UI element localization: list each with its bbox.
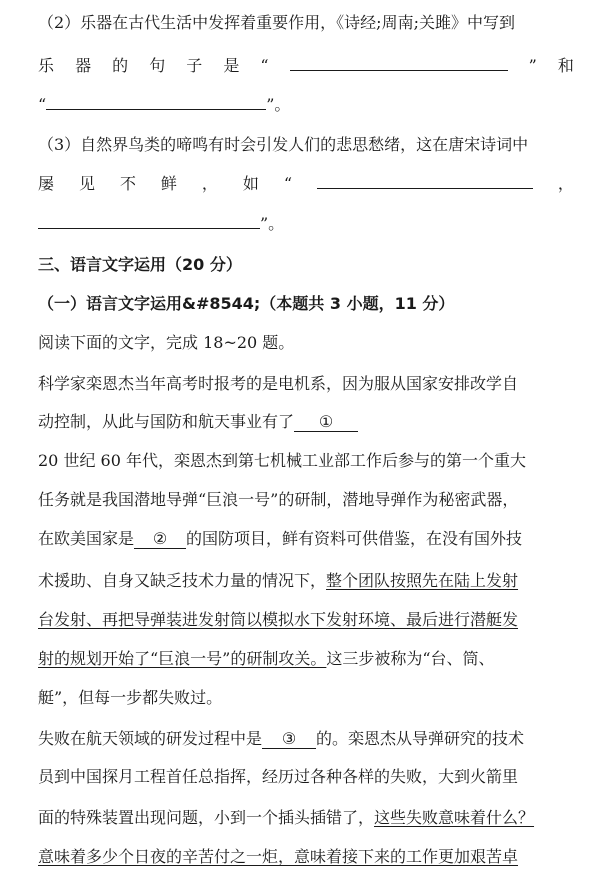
q3-char: 屡 <box>38 174 55 193</box>
q2-char: 器 <box>75 56 92 75</box>
q3-char: 见 <box>78 174 95 193</box>
passage-line <box>38 527 574 551</box>
passage-text: 的国防项目，鲜有资料可供借鉴，在没有国外技 <box>186 529 523 548</box>
underlined-sentence: 这些失败意味着什么？ <box>374 808 535 827</box>
q3-line-2 <box>38 172 574 196</box>
underlined-sentence: 台发射、再把导弹装进发射筒以模拟水下发射环境、最后进行潜艇发 <box>38 610 519 629</box>
quote-open: “ <box>38 95 47 114</box>
q3-line-3 <box>38 212 574 236</box>
passage-line <box>38 806 574 830</box>
q3-line-1: （3）自然界鸟类的啼鸣有时会引发人们的悲思愁绪，这在唐宋诗词中 <box>38 135 529 154</box>
passage-text: 在欧美国家是 <box>38 529 135 548</box>
underlined-sentence: 射的规划开始了“巨浪一号”的研制攻关。 <box>38 649 327 668</box>
passage-line: 员到中国探月工程首任总指挥，经历过各种各样的失败，大到火箭里 <box>38 767 519 786</box>
passage-text: 失败在航天领域的研发过程中是 <box>38 729 263 748</box>
passage-line: 艇”，但每一步都失败过。 <box>38 688 223 707</box>
q2-line-1: （2）乐器在古代生活中发挥着重要作用，《诗经;周南;关雎》中写到 <box>38 13 515 32</box>
passage-line <box>38 727 574 751</box>
underlined-sentence: 整个团队按照先在陆上发射 <box>326 571 519 590</box>
q3-char: ， <box>201 174 218 193</box>
q3-char: 鲜 <box>160 174 177 193</box>
end-punct: ”。 <box>266 95 291 114</box>
answer-blank[interactable] <box>46 93 266 110</box>
q2-char: 是 <box>223 56 240 75</box>
passage-line <box>38 569 574 593</box>
instruction: 阅读下面的文字，完成 18~20 题。 <box>38 333 295 352</box>
section-heading: 三、语言文字运用（20 分） <box>38 255 242 274</box>
answer-slot-1[interactable]: ① <box>294 413 358 432</box>
q2-char: 乐 <box>38 56 55 75</box>
answer-blank[interactable] <box>38 212 260 229</box>
q2-char: 子 <box>186 56 203 75</box>
answer-blank[interactable] <box>290 54 508 71</box>
q2-char: 句 <box>149 56 166 75</box>
q2-line-2 <box>38 54 574 78</box>
passage-text: 动控制，从此与国防和航天事业有了 <box>38 412 295 431</box>
and-word: 和 <box>557 56 574 75</box>
subsection-heading: （一）语言文字运用&#8544;（本题共 3 小题，11 分） <box>38 294 455 313</box>
passage-line <box>38 410 574 434</box>
passage-line: 科学家栾恩杰当年高考时报考的是电机系，因为服从国家安排改学自 <box>38 374 519 393</box>
q2-line-3 <box>38 93 574 117</box>
q3-char: 如 <box>242 174 259 193</box>
quote-close: ” <box>528 56 537 75</box>
answer-slot-3[interactable]: ③ <box>262 730 316 749</box>
end-punct: ”。 <box>260 214 285 233</box>
answer-slot-2[interactable]: ② <box>134 530 186 549</box>
quote-open: “ <box>260 56 269 75</box>
quote-open: “ <box>283 174 292 193</box>
passage-line: 任务就是我国潜地导弹“巨浪一号”的研制，潜地导弹作为秘密武器， <box>38 490 519 509</box>
passage-line: 20 世纪 60 年代，栾恩杰到第七机械工业部工作后参与的第一个重大 <box>38 451 526 470</box>
passage-text: 的。栾恩杰从导弹研究的技术 <box>316 729 525 748</box>
underlined-sentence: 意味着多少个日夜的辛苦付之一炬，意味着接下来的工作更加艰苦卓 <box>38 847 519 866</box>
q2-char: 的 <box>112 56 129 75</box>
passage-line <box>38 647 574 671</box>
passage-text: 面的特殊装置出现问题，小到一个插头插错了， <box>38 808 375 827</box>
answer-blank[interactable] <box>317 172 533 189</box>
q3-char: 不 <box>119 174 136 193</box>
passage-text: 这三步被称为“台、筒、 <box>326 649 495 668</box>
passage-text: 术援助、自身又缺乏技术力量的情况下， <box>38 571 327 590</box>
comma: ， <box>557 174 574 193</box>
